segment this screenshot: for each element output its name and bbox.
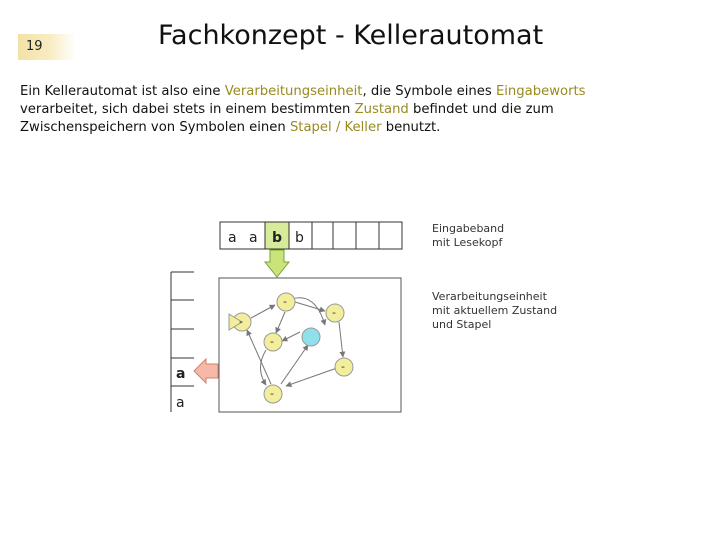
tape-label-line-2: mit Lesekopf	[432, 236, 503, 249]
tape-label-line-1: Eingabeband	[432, 222, 505, 235]
unit-label-line-3: und Stapel	[432, 318, 492, 331]
tape-symbol-current: b	[272, 230, 283, 246]
input-tape	[220, 222, 402, 249]
stack-access-arrow	[194, 359, 218, 383]
state-label: -	[239, 315, 243, 328]
term-zustand: Zustand	[354, 102, 409, 117]
read-head-arrow	[265, 250, 289, 277]
tape-symbol: a	[228, 230, 237, 246]
unit-label-line-2: mit aktuellem Zustand	[432, 304, 558, 317]
stack-top-symbol: a	[176, 366, 186, 382]
term-eingabewort: Eingabeworts	[495, 84, 586, 99]
text-part: , die Symbole eines	[362, 84, 496, 99]
tape-symbol: b	[295, 230, 304, 246]
page-number: 19	[26, 39, 43, 54]
text-part: verarbeitet, sich dabei stets in einem bestimmten	[20, 102, 355, 117]
stack	[171, 272, 194, 412]
term-stapel-keller: Stapel / Keller	[289, 120, 382, 135]
tape-symbol: a	[249, 230, 258, 246]
state-label: -	[341, 360, 345, 373]
text-part: benutzt.	[381, 120, 441, 135]
text-part: Ein Kellerautomat ist also eine	[20, 84, 225, 99]
unit-label-line-1: Verarbeitungseinheit	[432, 290, 547, 303]
page-title: Fachkonzept - Kellerautomat	[158, 20, 544, 51]
term-verarbeitungseinheit: Verarbeitungseinheit	[224, 84, 363, 99]
text-part: befindet und die zum Zwischenspeichern von Symbolen einen	[20, 102, 554, 135]
stack-symbol: a	[176, 395, 185, 411]
tape-border	[220, 222, 402, 249]
state-label: -	[283, 295, 287, 308]
current-state-node	[302, 328, 320, 346]
state-label: -	[270, 335, 274, 348]
state-label: -	[332, 306, 336, 319]
state-label: -	[270, 387, 274, 400]
